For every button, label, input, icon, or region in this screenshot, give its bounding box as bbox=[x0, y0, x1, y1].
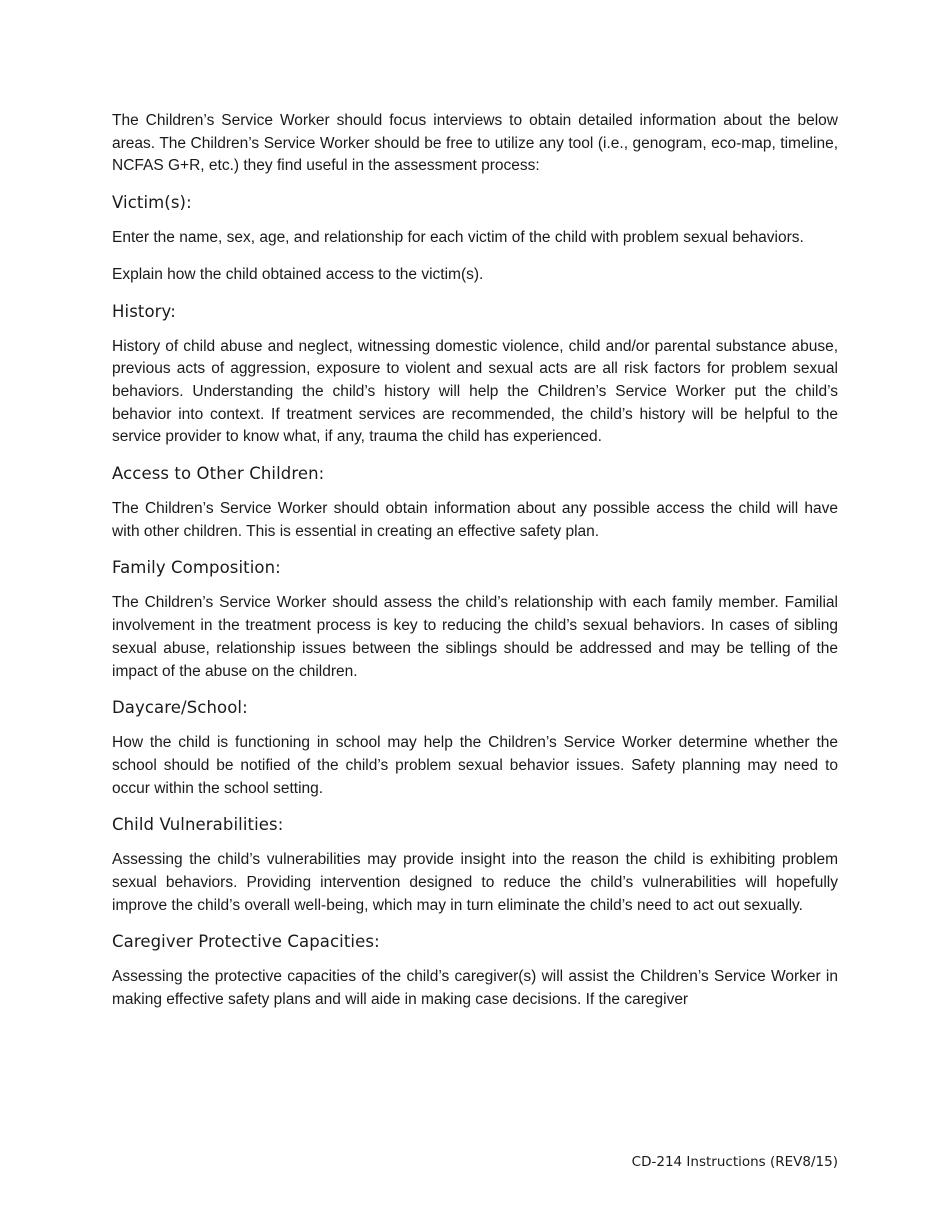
intro-paragraph: The Children’s Service Worker should focus interviews to obtain detailed information about the below areas. The Children’s Service Worker should be free to utilize any tool (i.e., genogram, eco-map, timeline, NCFAS G+R, etc.) they find useful in the assessment process: bbox=[112, 112, 838, 175]
vulnerabilities-heading: Child Vulnerabilities: bbox=[112, 815, 284, 835]
vulnerabilities-paragraph: Assessing the child’s vulnerabilities may provide insight into the reason the child is exhibiting problem sexual behaviors. Providing intervention designed to reduce the child’s vulnerabilities will hopefully improve the child’s overall well-being, which may in turn eliminate the child’s need to act out sexually. bbox=[112, 851, 838, 914]
family-paragraph: The Children’s Service Worker should assess the child’s relationship with each family member. Familial involvement in the treatment process is key to reducing the child’s sexual behaviors. In cases of sibling sexual abuse, relationship issues between the siblings should be addressed and may be telling of the impact of the abuse on the children. bbox=[112, 594, 838, 680]
daycare-heading: Daycare/School: bbox=[112, 698, 248, 718]
victims-paragraph-1: Enter the name, sex, age, and relationship for each victim of the child with problem sexual behaviors. bbox=[112, 229, 804, 247]
history-paragraph: History of child abuse and neglect, witnessing domestic violence, child and/or parental substance abuse, previous acts of aggression, exposure to violent and sexual acts are all risk factors for problem sexual behaviors. Understanding the child’s history will help the Children’s Service Worker put the child’s behavior into context. If treatment services are recommended, the child’s history will be helpful to the service provider to know what, if any, trauma the child has experienced. bbox=[112, 337, 838, 446]
page-footer: CD-214 Instructions (REV8/15) bbox=[631, 1154, 838, 1170]
history-heading: History: bbox=[112, 301, 176, 321]
access-paragraph: The Children’s Service Worker should obtain information about any possible access the child will have with other children. This is essential in creating an effective safety plan. bbox=[112, 500, 838, 540]
access-heading: Access to Other Children: bbox=[112, 464, 325, 484]
caregiver-paragraph: Assessing the protective capacities of the child’s caregiver(s) will assist the Children’s Service Worker in making effective safety plans and will aide in making case decisions. If the caregiver bbox=[112, 968, 838, 1009]
victims-paragraph-2: Explain how the child obtained access to the victim(s). bbox=[112, 265, 484, 283]
daycare-paragraph: How the child is functioning in school may help the Children’s Service Worker determine whether the school should be notified of the child’s problem sexual behavior issues. Safety planning may need to occur within the school setting. bbox=[112, 734, 838, 797]
family-heading: Family Composition: bbox=[112, 558, 281, 578]
document-body bbox=[112, 110, 838, 1012]
victims-heading: Victim(s): bbox=[112, 193, 192, 213]
caregiver-heading: Caregiver Protective Capacities: bbox=[112, 932, 380, 952]
